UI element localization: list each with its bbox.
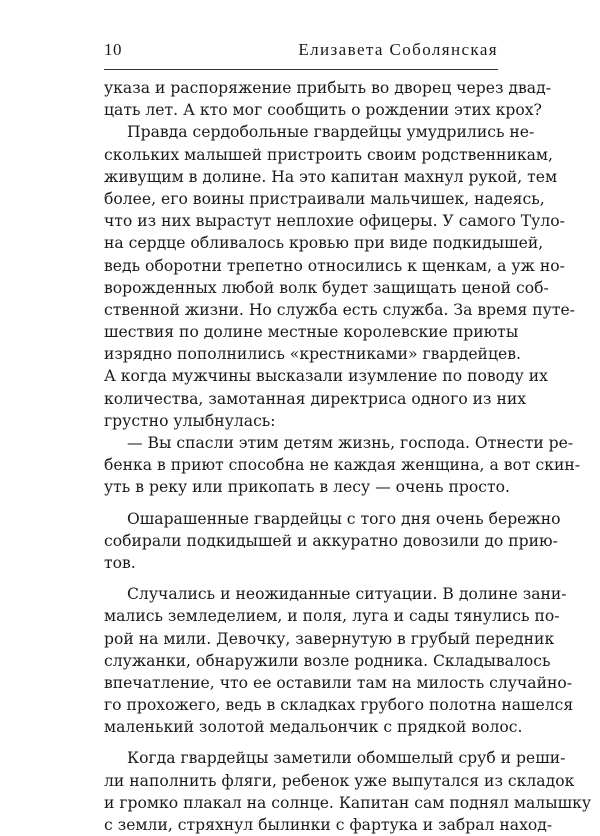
- text-line: и громко плакал на солнце. Капитан сам поднял малышку: [104, 793, 592, 812]
- text-line: Ошарашенные гвардейцы с того дня очень бережно: [127, 509, 561, 528]
- text-line: грустно улыбнулась:: [104, 411, 276, 430]
- text-line: рой на мили. Девочку, завернутую в грубый передник: [104, 629, 555, 648]
- running-title: Елизавета Соболянская: [298, 40, 498, 59]
- text-line: ственной жизни. Но служба есть служба. За время путе-: [104, 300, 575, 319]
- text-line: ведь оборотни трепетно относились к щенкам, а уж но-: [104, 256, 565, 275]
- text-line: — Вы спасли этим детям жизнь, господа. Отнести ре-: [127, 434, 574, 452]
- text-line: тов.: [104, 553, 136, 572]
- text-line: впечатление, что ее оставили там на милость случайно-: [104, 673, 573, 692]
- text-line: собирали подкидышей и аккуратно довозили до прию-: [104, 531, 558, 550]
- text-line: количества, замотанная директриса одного из них: [104, 389, 527, 408]
- text-line: указа и распоряжение прибыть во дворец через двад-: [104, 79, 551, 97]
- body-text: [104, 77, 592, 836]
- paragraph-gap: [104, 738, 498, 747]
- paragraph-gap: [104, 574, 498, 583]
- text-line: Правда сердобольные гвардейцы умудрились не-: [127, 123, 535, 142]
- text-line: более, его воины пристраивали мальчишек, надеясь,: [104, 189, 545, 208]
- text-line: изрядно пополнились «крестниками» гвардейцев.: [104, 345, 521, 364]
- text-line: бенка в приют способна не каждая женщина, а вот скин-: [104, 456, 581, 475]
- text-line: уть в реку или прикопать в лесу — очень просто.: [104, 478, 510, 497]
- text-line: Когда гвардейцы заметили обомшелый сруб и реши-: [127, 749, 566, 768]
- page-number: 10: [104, 40, 122, 59]
- text-line: мались земледелием, и поля, луга и сады тянулись по-: [104, 607, 560, 626]
- text-line: служанки, обнаружили возле родника. Складывалось: [104, 651, 551, 670]
- text-line: го прохожего, ведь в складках грубого полотна нашелся: [104, 696, 574, 715]
- header-rule: [104, 69, 498, 70]
- text-line: на сердце обливалось кровью при виде подкидышей,: [104, 234, 544, 253]
- text-line: ли наполнить фляги, ребенок уже выпутался из складок: [104, 771, 575, 790]
- text-line: цать лет. А кто мог сообщить о рождении этих крох?: [104, 101, 542, 120]
- text-line: с земли, стряхнул былинки с фартука и забрал наход-: [104, 816, 553, 834]
- text-line: Случались и неожиданные ситуации. В долине зани-: [127, 585, 567, 604]
- text-line: ворожденных любой волк будет защищать ценой соб-: [104, 278, 549, 297]
- paragraph-gap: [104, 499, 498, 508]
- text-line: скольких малышей пристроить своим родственникам,: [104, 145, 553, 164]
- running-header: [104, 40, 498, 64]
- text-line: А когда мужчины высказали изумление по поводу их: [104, 367, 548, 386]
- text-line: что из них вырастут неплохие офицеры. У самого Туло-: [104, 212, 565, 231]
- text-line: шествия по долине местные королевские приюты: [104, 323, 519, 342]
- text-line: маленький золотой медальончик с прядкой волос.: [104, 718, 523, 737]
- text-line: живущим в долине. На это капитан махнул рукой, тем: [104, 167, 558, 186]
